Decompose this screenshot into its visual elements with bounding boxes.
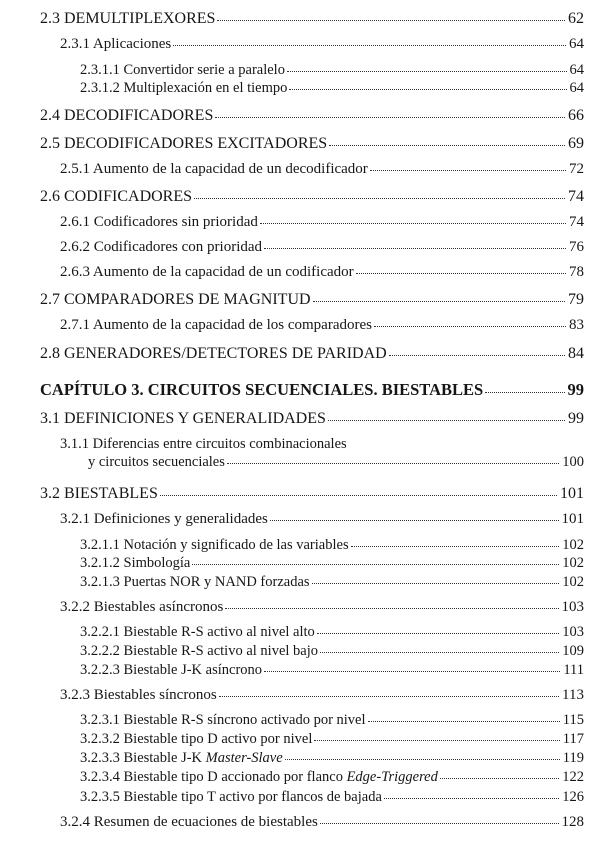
dot-leader: [317, 633, 559, 634]
toc-entry-title: 2.6 CODIFICADORES: [40, 188, 193, 205]
toc-entry[interactable]: [80, 751, 584, 766]
toc-entry-page: 99: [567, 380, 584, 399]
toc-entry-page: 102: [562, 555, 584, 571]
toc-entry-title: 3.2.3.5 Biestable tipo T activo por flancos de bajada: [80, 789, 382, 805]
dot-leader: [264, 248, 566, 249]
toc-entry-page: 111: [563, 662, 584, 678]
dot-leader: [215, 117, 565, 118]
toc-entry-page: 101: [561, 511, 584, 527]
toc-entry-title: 2.3.1 Aplicaciones: [60, 36, 172, 52]
toc-entry-page: 99: [568, 410, 584, 427]
dot-leader: [219, 696, 559, 697]
dot-leader: [356, 273, 566, 274]
toc-entry-page: 117: [562, 731, 584, 747]
toc-entry[interactable]: [80, 63, 584, 78]
toc-entry-title: [80, 751, 283, 766]
dot-leader: [260, 223, 566, 224]
toc-entry-page: 103: [562, 624, 584, 640]
toc-entry-title: 2.8 GENERADORES/DETECTORES DE PARIDAD: [40, 345, 387, 362]
dot-leader: [374, 326, 566, 327]
toc-entry-title: 2.5 DECODIFICADORES EXCITADORES: [40, 135, 328, 152]
toc-entry[interactable]: [40, 136, 584, 152]
toc-entry[interactable]: [60, 37, 584, 52]
toc-entry-title: 3.2.2.3 Biestable J-K asíncrono: [80, 662, 263, 678]
toc-entry-title-prefix: 3.2.3.4 Biestable tipo D accionado por flanco: [80, 769, 347, 785]
toc-entry-title: 2.7 COMPARADORES DE MAGNITUD: [40, 291, 311, 308]
toc-entry[interactable]: [60, 240, 584, 255]
toc-entry-title: 3.2.2.1 Biestable R-S activo al nivel alto: [80, 624, 315, 640]
toc-entry-page: 84: [568, 345, 584, 362]
toc-entry-page: 100: [562, 454, 584, 470]
toc-entry[interactable]: [80, 732, 584, 747]
dot-leader: [227, 463, 559, 464]
toc-entry[interactable]: [88, 455, 584, 470]
dot-leader: [287, 71, 567, 72]
toc-entry[interactable]: [60, 688, 584, 703]
dot-leader: [328, 420, 565, 421]
dot-leader: [264, 671, 560, 672]
toc-entry[interactable]: [40, 346, 584, 362]
toc-entry-page: 66: [568, 107, 584, 124]
dot-leader: [173, 45, 566, 46]
toc-entry[interactable]: [40, 189, 584, 205]
dot-leader: [320, 823, 559, 824]
toc-entry[interactable]: [60, 162, 584, 177]
dot-leader: [320, 652, 559, 653]
dot-leader: [270, 520, 559, 521]
dot-leader: [312, 583, 560, 584]
toc-chapter-entry[interactable]: [40, 382, 584, 399]
toc-entry[interactable]: [80, 575, 584, 590]
toc-entry-title-italic: Master-Slave: [205, 750, 283, 766]
toc-entry-page: 74: [568, 188, 584, 205]
dot-leader: [351, 546, 560, 547]
toc-entry[interactable]: [80, 556, 584, 571]
dot-leader: [384, 798, 559, 799]
toc-entry-title: 3.2.1.2 Simbología: [80, 555, 191, 571]
toc-entry-page: 72: [569, 161, 584, 177]
toc-entry[interactable]: [40, 292, 584, 308]
toc-entry-page: 64: [569, 80, 584, 96]
dot-leader: [314, 740, 559, 741]
toc-entry-title-line1: 3.1.1 Diferencias entre circuitos combinacionales: [60, 436, 347, 452]
dot-leader: [370, 170, 566, 171]
toc-entry-title: 3.2.3.1 Biestable R-S síncrono activado por nivel: [80, 712, 366, 728]
toc-entry-title: [80, 770, 438, 785]
toc-entry-title: 3.2 BIESTABLES: [40, 485, 158, 502]
toc-entry-page: 78: [569, 264, 584, 280]
toc-entry-title-italic: Edge-Triggered: [346, 769, 438, 785]
toc-entry-title: 3.2.1.3 Puertas NOR y NAND forzadas: [80, 574, 310, 590]
toc-entry[interactable]: [80, 770, 584, 785]
dot-leader: [313, 301, 565, 302]
toc-entry-page: 83: [569, 317, 584, 333]
toc-entry[interactable]: [60, 318, 584, 333]
toc-entry-title: 2.3.1.2 Multiplexación en el tiempo: [80, 80, 288, 96]
toc-entry-page: 69: [568, 135, 584, 152]
dot-leader: [217, 20, 565, 21]
toc-entry-page: 102: [562, 537, 584, 553]
toc-entry-title: 2.5.1 Aumento de la capacidad de un decodificador: [60, 161, 368, 177]
toc-entry-title: 2.7.1 Aumento de la capacidad de los comparadores: [60, 317, 372, 333]
toc-entry-title: 2.6.2 Codificadores con prioridad: [60, 239, 263, 255]
toc-entry[interactable]: [40, 486, 584, 502]
toc-entry-title: 2.6.3 Aumento de la capacidad de un codificador: [60, 264, 354, 280]
toc-entry-page: 122: [562, 769, 584, 785]
toc-entry-page: 115: [562, 712, 584, 728]
toc-entry-page: 126: [562, 789, 584, 805]
dot-leader: [194, 198, 565, 199]
toc-entry-title: 2.6.1 Codificadores sin prioridad: [60, 214, 258, 230]
toc-entry[interactable]: [80, 625, 584, 640]
toc-entry-title-prefix: 3.2.3.3 Biestable J-K: [80, 750, 206, 766]
dot-leader: [285, 759, 560, 760]
toc-entry[interactable]: [80, 713, 584, 728]
toc-entry-title: 3.2.3 Biestables síncronos: [60, 687, 217, 703]
toc-entry[interactable]: [60, 265, 584, 280]
toc-entry-page: 62: [568, 10, 584, 27]
toc-entry-page: 109: [562, 643, 584, 659]
toc-entry[interactable]: [80, 538, 584, 553]
toc-entry-title: 3.2.2 Biestables asíncronos: [60, 599, 224, 615]
toc-entry-page: 74: [569, 214, 584, 230]
toc-entry[interactable]: [80, 790, 584, 805]
toc-entry-page: 102: [562, 574, 584, 590]
toc-entry-page: 128: [561, 814, 584, 830]
toc-entry-title: 3.2.1.1 Notación y significado de las variables: [80, 537, 349, 553]
toc-entry-page: 103: [561, 599, 584, 615]
toc-entry-title: 3.2.1 Definiciones y generalidades: [60, 511, 268, 527]
toc-entry-page: 79: [568, 291, 584, 308]
toc-entry[interactable]: [80, 81, 584, 96]
toc-entry-title: 3.2.4 Resumen de ecuaciones de biestables: [60, 814, 318, 830]
dot-leader: [368, 721, 560, 722]
toc-entry-title-line2: y circuitos secuenciales: [88, 454, 225, 470]
dot-leader: [225, 608, 558, 609]
toc-entry-title: 3.2.2.2 Biestable R-S activo al nivel bajo: [80, 643, 318, 659]
toc-entry-page: 64: [569, 36, 584, 52]
toc-entry[interactable]: [60, 815, 584, 830]
toc-entry-title: 3.2.3.2 Biestable tipo D activo por nivel: [80, 731, 313, 747]
toc-entry-page: 64: [569, 62, 584, 78]
toc-entry[interactable]: [40, 11, 584, 27]
toc-entry[interactable]: [40, 411, 584, 427]
toc-entry-page: 76: [569, 239, 584, 255]
toc-entry[interactable]: [60, 512, 584, 527]
toc-entry-page: 119: [562, 750, 584, 766]
toc-entry[interactable]: [60, 600, 584, 615]
toc-entry-page: 113: [562, 687, 584, 703]
toc-entry[interactable]: [40, 108, 584, 124]
toc-chapter-title: CAPÍTULO 3. CIRCUITOS SECUENCIALES. BIESTABLES: [40, 380, 484, 399]
toc-entry-title: 2.3.1.1 Convertidor serie a paralelo: [80, 62, 285, 78]
toc-entry-title: 2.3 DEMULTIPLEXORES: [40, 10, 216, 27]
dot-leader: [440, 778, 559, 779]
toc-entry-title: 2.4 DECODIFICADORES: [40, 107, 214, 124]
toc-entry-page: 101: [560, 485, 584, 502]
toc-entry[interactable]: [80, 644, 584, 659]
toc-entry[interactable]: [80, 663, 584, 678]
dot-leader: [389, 355, 565, 356]
toc-entry-title: 3.1 DEFINICIONES Y GENERALIDADES: [40, 410, 326, 427]
dot-leader: [289, 89, 566, 90]
toc-entry[interactable]: [60, 215, 584, 230]
dot-leader: [329, 145, 565, 146]
dot-leader: [485, 392, 564, 393]
dot-leader: [160, 495, 557, 496]
dot-leader: [192, 564, 559, 565]
